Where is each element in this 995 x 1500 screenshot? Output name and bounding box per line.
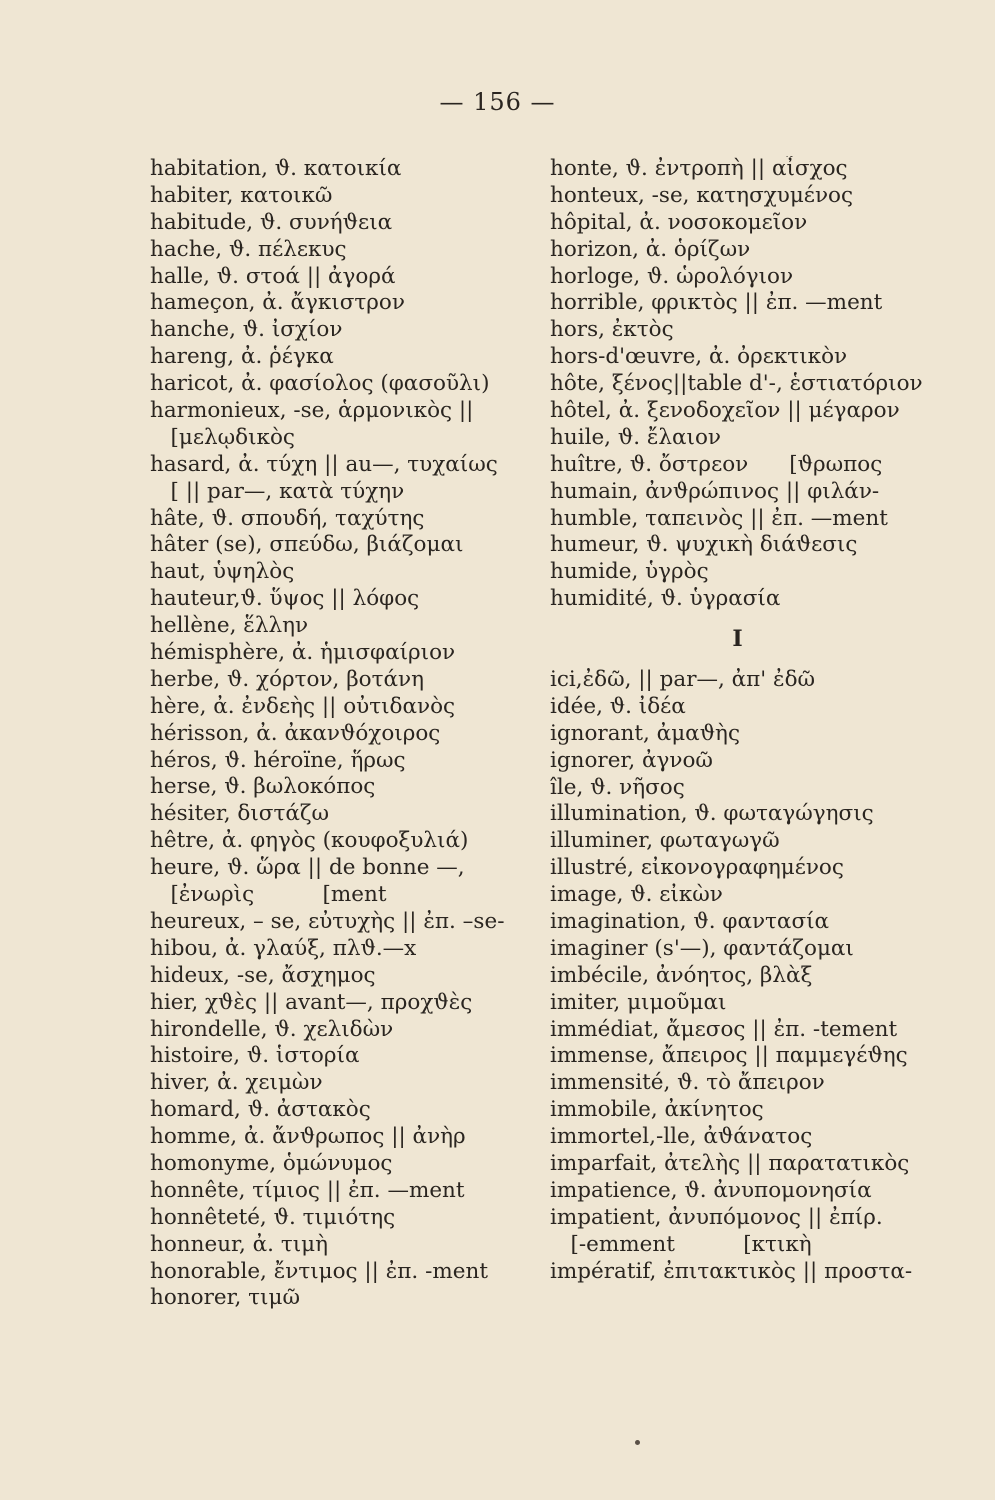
dictionary-entry: herbe, ϑ. χόρτον, βοτάνη bbox=[150, 666, 424, 692]
dictionary-entry: idée, ϑ. ἰδέα bbox=[550, 693, 686, 719]
dictionary-entry: imbécile, ἀνόητος, βλὰξ bbox=[550, 962, 813, 988]
dictionary-entry: image, ϑ. εἰκὼν bbox=[550, 882, 723, 908]
dictionary-entry: hellène, ἕλλην bbox=[150, 613, 309, 639]
dictionary-entry: hanche, ϑ. ἰσχίον bbox=[150, 317, 343, 343]
dictionary-entry: humide, ὑγρὸς bbox=[550, 559, 709, 585]
dictionary-entry: huile, ϑ. ἔλαιον bbox=[550, 424, 722, 450]
dictionary-entry: hôpital, ἀ. νοσοκομεῖον bbox=[550, 209, 808, 235]
dictionary-entry: humeur, ϑ. ψυχικὴ διάϑεσις bbox=[550, 532, 858, 558]
dictionary-entry: illumination, ϑ. φωταγώγησις bbox=[550, 801, 874, 827]
dictionary-entry: honte, ϑ. ἐντροπὴ || αἶσχος bbox=[550, 156, 848, 181]
dictionary-entry: hémisphère, ἀ. ἡμισφαίριον bbox=[150, 640, 456, 666]
dictionary-entry: hameçon, ἀ. ἄγκιστρον bbox=[150, 290, 405, 316]
dictionary-entry: haut, ὑψηλὸς bbox=[150, 559, 295, 585]
dictionary-entry: hibou, ἀ. γλαύξ, πλϑ.—x bbox=[150, 935, 417, 961]
dictionary-entry: humble, ταπεινὸς || ἐπ. —ment bbox=[550, 505, 888, 531]
dictionary-entry: honneur, ἀ. τιμὴ bbox=[150, 1231, 329, 1257]
dictionary-entry: imaginer (s'—), φαντάζομαι bbox=[550, 935, 854, 961]
dictionary-entry: illustré, εἰκονογραφημένος bbox=[550, 855, 844, 881]
entries-h bbox=[550, 156, 925, 613]
page-number: — 156 — bbox=[439, 88, 556, 116]
dictionary-entry: habiter, κατοικῶ bbox=[150, 182, 333, 208]
dictionary-entry: honnête, τίμιος || ἐπ. —ment bbox=[150, 1177, 465, 1203]
dictionary-entry: impatience, ϑ. ἀνυπομονησία bbox=[550, 1177, 872, 1203]
dictionary-entry: heure, ϑ. ὥρα || de bonne —, bbox=[150, 855, 465, 881]
dictionary-entry: île, ϑ. νῆσος bbox=[550, 774, 685, 800]
dictionary-entry: immobile, ἀκίνητος bbox=[550, 1097, 764, 1123]
dictionary-entry: imagination, ϑ. φαντασία bbox=[550, 908, 830, 934]
dictionary-entry: [ἐνωρὶς [ment bbox=[150, 882, 387, 908]
dictionary-entry: honorable, ἔντιμος || ἐπ. -ment bbox=[150, 1258, 488, 1284]
dictionary-entry: huître, ϑ. ὄστρεον [ϑρωπος bbox=[550, 451, 883, 477]
dictionary-entry: ignorant, ἀμαϑὴς bbox=[550, 720, 740, 746]
dictionary-entry: hirondelle, ϑ. χελιδὼν bbox=[150, 1016, 394, 1042]
dictionary-entry: [-emment [κτικὴ bbox=[550, 1231, 812, 1257]
letter-heading: I bbox=[732, 626, 743, 653]
dictionary-entry: halle, ϑ. στοά || ἀγορά bbox=[150, 263, 396, 289]
dictionary-entry: héros, ϑ. héroïne, ἥρως bbox=[150, 747, 406, 773]
dictionary-entry: humidité, ϑ. ὑγρασία bbox=[550, 586, 781, 612]
dictionary-entry: habitation, ϑ. κατοικία bbox=[150, 156, 402, 181]
dictionary-entry: imiter, μιμοῦμαι bbox=[550, 989, 727, 1015]
dictionary-entry: honorer, τιμῶ bbox=[150, 1285, 300, 1311]
dictionary-entry: herse, ϑ. βωλοκόπος bbox=[150, 774, 376, 800]
dictionary-entry: hésiter, διστάζω bbox=[150, 801, 330, 827]
dictionary-entry: immédiat, ἄμεσος || ἐπ. -tement bbox=[550, 1016, 898, 1042]
dictionary-entry: hâte, ϑ. σπουδή, ταχύτης bbox=[150, 505, 425, 531]
dictionary-entry: hors-d'œuvre, ἀ. ὀρεκτικὸν bbox=[550, 344, 848, 370]
left-column bbox=[150, 156, 525, 1312]
dictionary-entry: ignorer, ἀγνοῶ bbox=[550, 747, 713, 773]
dictionary-entry: harmonieux, -se, ἁρμονικὸς || bbox=[150, 398, 474, 424]
dictionary-entry: hauteur,ϑ. ὕψος || λόφος bbox=[150, 586, 420, 612]
dictionary-entry: [μελῳδικὸς bbox=[150, 424, 295, 450]
dictionary-entry: hasard, ἀ. τύχη || au—, τυχαίως bbox=[150, 451, 498, 477]
dictionary-entry: habitude, ϑ. συνήϑεια bbox=[150, 209, 393, 235]
ink-speck bbox=[635, 1440, 640, 1445]
dictionary-entry: haricot, ἀ. φασίολος (φασοῦλι) bbox=[150, 371, 490, 397]
dictionary-entry: homme, ἀ. ἄνϑρωπος || ἀνὴρ bbox=[150, 1124, 466, 1150]
dictionary-entry: homonyme, ὁμώνυμος bbox=[150, 1150, 393, 1176]
dictionary-entry: histoire, ϑ. ἱστορία bbox=[150, 1043, 360, 1069]
dictionary-entry: hiver, ἀ. χειμὼν bbox=[150, 1070, 323, 1096]
dictionary-entry: hideux, -se, ἄσχημος bbox=[150, 962, 376, 988]
dictionary-entry: hareng, ἀ. ῥέγκα bbox=[150, 344, 334, 370]
right-column bbox=[550, 156, 925, 1285]
dictionary-entry: honteux, -se, κατησχυμένος bbox=[550, 182, 854, 208]
dictionary-entry: imparfait, ἀτελὴς || παρατατικὸς bbox=[550, 1150, 910, 1176]
dictionary-entry: horloge, ϑ. ὡρολόγιον bbox=[550, 263, 794, 289]
dictionary-entry: immense, ἄπειρος || παμμεγέϑης bbox=[550, 1043, 908, 1069]
dictionary-entry: hôtel, ἀ. ξενοδοχεῖον || μέγαρον bbox=[550, 398, 900, 424]
dictionary-entry: impératif, ἐπιτακτικὸς || προστα- bbox=[550, 1258, 913, 1284]
dictionary-entry: humain, ἀνϑρώπινος || φιλάν- bbox=[550, 478, 880, 504]
dictionary-entry: hôte, ξένος||table d'-, ἑστιατόριον bbox=[550, 371, 923, 397]
dictionary-entry: hère, ἀ. ἐνδεὴς || οὐτιδανὸς bbox=[150, 693, 456, 719]
dictionary-entry: homard, ϑ. ἀστακὸς bbox=[150, 1097, 371, 1123]
dictionary-entry: horizon, ἀ. ὁρίζων bbox=[550, 236, 751, 262]
dictionary-entry: hors, ἐκτὸς bbox=[550, 317, 674, 343]
dictionary-entry: hérisson, ἀ. ἀκανϑόχοιρος bbox=[150, 720, 441, 746]
entries-i bbox=[550, 667, 925, 1285]
dictionary-entry: heureux, – se, εὐτυχὴς || ἐπ. –se- bbox=[150, 908, 505, 934]
dictionary-entry: hache, ϑ. πέλεκυς bbox=[150, 236, 347, 262]
dictionary-entry: hier, χϑὲς || avant—, προχϑὲς bbox=[150, 989, 473, 1015]
dictionary-entry: horrible, φρικτὸς || ἐπ. —ment bbox=[550, 290, 883, 316]
dictionary-entry: hâter (se), σπεύδω, βιάζομαι bbox=[150, 532, 464, 558]
dictionary-entry: hêtre, ἀ. φηγὸς (κουφοξυλιά) bbox=[150, 828, 469, 854]
dictionary-entry: immortel,-lle, ἀϑάνατος bbox=[550, 1124, 813, 1150]
dictionary-entry: [ || par—, κατὰ τύχην bbox=[150, 478, 405, 504]
dictionary-entry: honnêteté, ϑ. τιμιότης bbox=[150, 1204, 396, 1230]
dictionary-entry: impatient, ἀνυπόμονος || ἐπίρ. bbox=[550, 1204, 883, 1230]
dictionary-entry: immensité, ϑ. τὸ ἄπειρον bbox=[550, 1070, 825, 1096]
dictionary-entry: illuminer, φωταγωγῶ bbox=[550, 828, 780, 854]
dictionary-entry: ici,ἐδῶ, || par—, ἀπ' ἐδῶ bbox=[550, 666, 816, 692]
